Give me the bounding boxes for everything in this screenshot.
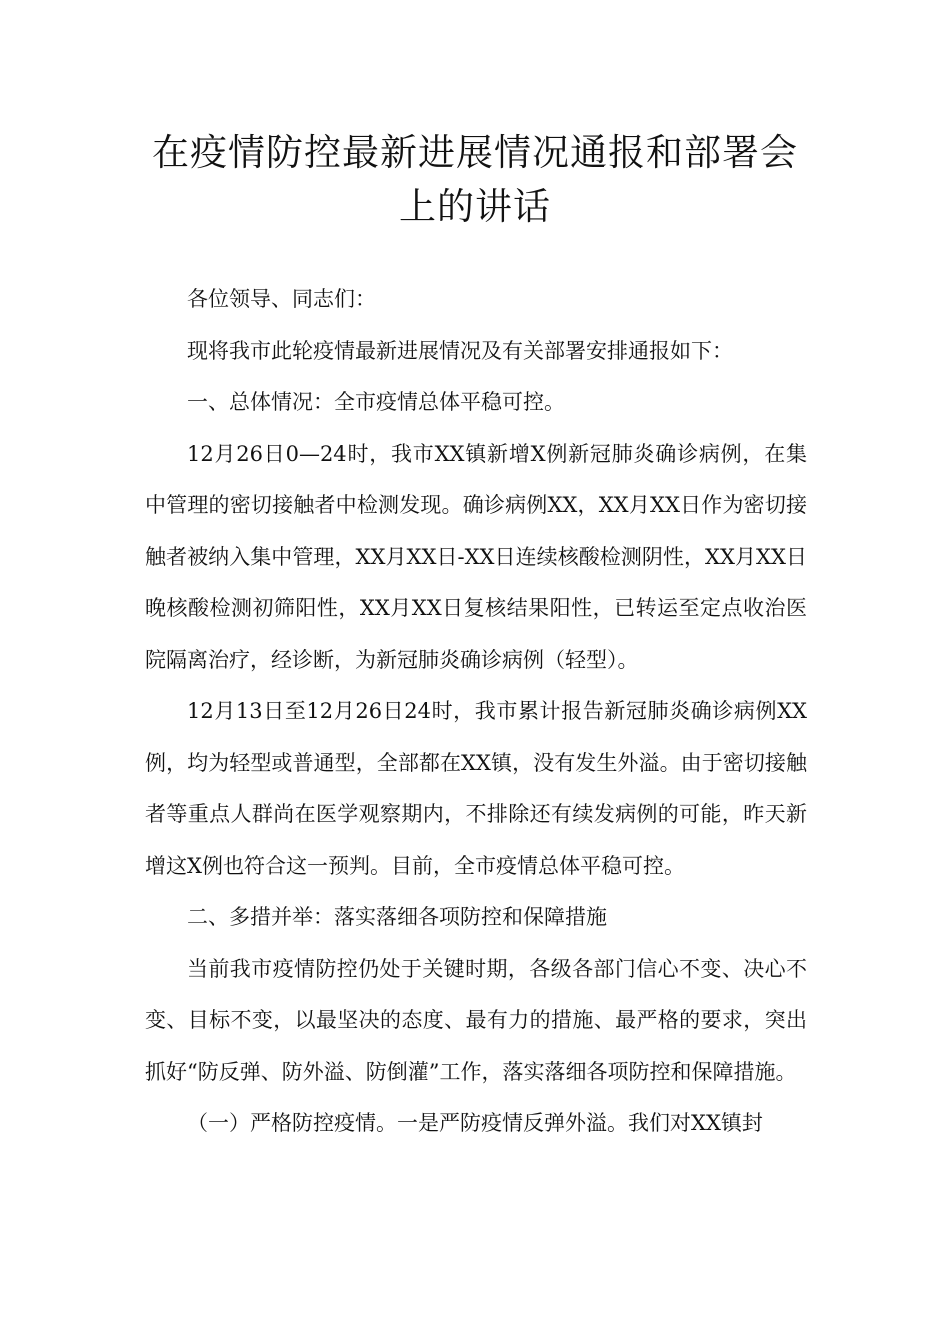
- subsection-paragraph: （一）严格防控疫情。一是严防疫情反弹外溢。我们对XX镇封: [187, 1111, 763, 1135]
- title-line-2: 上的讲话: [399, 185, 551, 228]
- section-heading-1: 一、总体情况：全市疫情总体平稳可控。: [187, 390, 565, 414]
- section-heading-2: 二、多措并举：落实落细各项防控和保障措施: [187, 905, 607, 929]
- intro-paragraph: 现将我市此轮疫情最新进展情况及有关部署安排通报如下：: [187, 338, 733, 363]
- salutation-paragraph: 各位领导、同志们：: [187, 287, 376, 311]
- body-paragraph: 12月13日至12月26日24时，我市累计报告新冠肺炎确诊病例XX例，均为轻型或普通型，全部都在XX镇，没有发生外溢。由于密切接触者等重点人群尚在医学观察期内，不排除还有续发病例的可能，昨天新增这X例也符合这一预判。目前，全市疫情总体平稳可控。: [145, 699, 807, 878]
- body-paragraph: 12月26日0—24时，我市XX镇新增X例新冠肺炎确诊病例，在集中管理的密切接触者中检测发现。确诊病例XX，XX月XX日作为密切接触者被纳入集中管理，XX月XX日-XX日连续核酸检测阴性，XX月XX日晚核酸检测初筛阳性，XX月XX日复核结果阳性，已转运至定点收治医院隔离治疗，经诊断，为新冠肺炎确诊病例（轻型）。: [145, 441, 807, 672]
- body-paragraph: 当前我市疫情防控仍处于关键时期，各级各部门信心不变、决心不变、目标不变，以最坚决的态度、最有力的措施、最严格的要求，突出抓好“防反弹、防外溢、防倒灌”工作，落实落细各项防控和保障措施。: [145, 956, 807, 1084]
- title-line-1: 在疫情防控最新进展情况通报和部署会: [152, 131, 798, 174]
- document-title: [100, 126, 850, 234]
- document-body: [145, 274, 807, 1150]
